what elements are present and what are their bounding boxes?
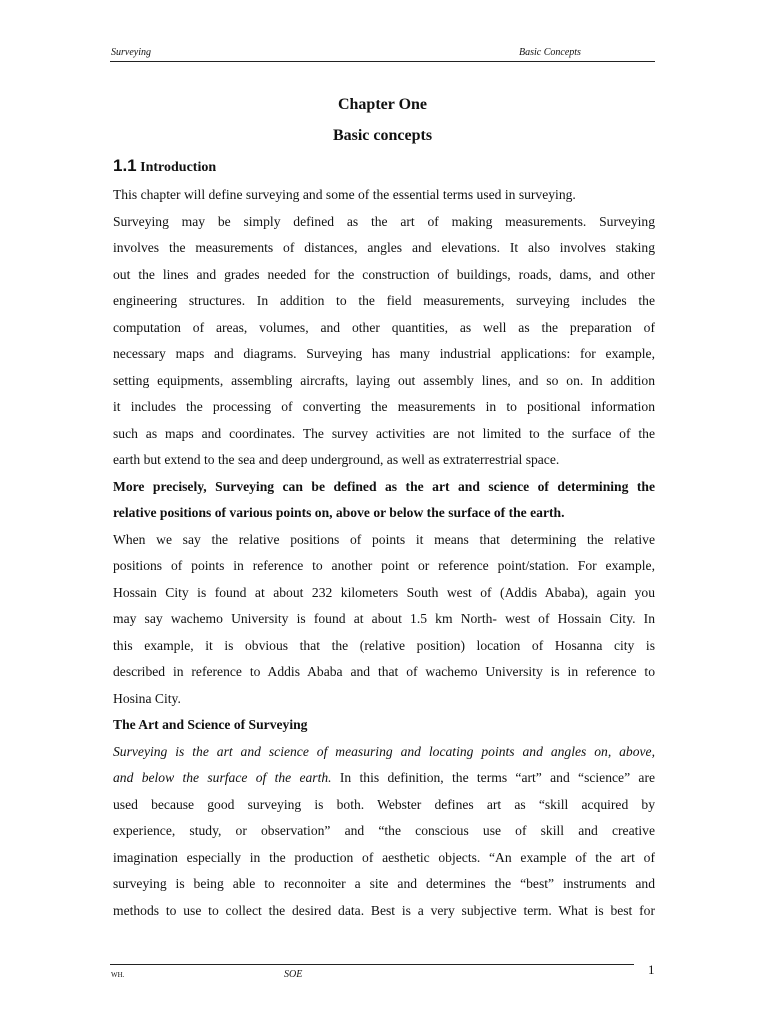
- body-line: and below the surface of the earth. In this definition, the terms “art” and “science” are: [113, 770, 655, 785]
- header-right: Basic Concepts: [519, 47, 581, 58]
- body-line: such as maps and coordinates. The survey activities are not limited to the surface of the: [113, 425, 655, 441]
- body-line: computation of areas, volumes, and other quantities, as well as the preparation of: [113, 319, 655, 335]
- body-line: When we say the relative positions of points it means that determining the relative: [113, 531, 655, 547]
- body-line: relative positions of various points on, above or below the surface of the earth.: [113, 505, 565, 520]
- page-header: [110, 47, 655, 62]
- body-line: Hossain City is found at about 232 kilometers South west of (Addis Ababa), again you: [113, 584, 655, 600]
- body-line: The Art and Science of Surveying: [113, 717, 308, 732]
- body-line: setting equipments, assembling aircrafts, laying out assembly lines, and so on. In addition: [113, 372, 655, 388]
- body-line: positions of points in reference to another point or reference point/station. For example,: [113, 558, 655, 573]
- body-line: This chapter will define surveying and some of the essential terms used in surveying.: [113, 187, 576, 202]
- footer-school: SOE: [284, 969, 303, 980]
- body-line: used because good surveying is both. Webster defines art as “skill acquired by: [113, 796, 655, 812]
- page-footer: [110, 964, 634, 979]
- body-line: More precisely, Surveying can be defined as the art and science of determining the: [113, 478, 655, 494]
- body-line: methods to use to collect the desired data. Best is a very subjective term. What is best for: [113, 902, 655, 918]
- body-line: engineering structures. In addition to the field measurements, surveying includes the: [113, 293, 655, 308]
- body-line: out the lines and grades needed for the construction of buildings, roads, dams, and other: [113, 266, 655, 282]
- header-left: Surveying: [111, 47, 151, 58]
- body-line: Surveying may be simply defined as the art of making measurements. Surveying: [113, 213, 655, 229]
- body-line: experience, study, or observation” and “the conscious use of skill and creative: [113, 823, 655, 838]
- footer-author: WH.: [111, 971, 125, 979]
- section-title: Introduction: [140, 160, 217, 175]
- body-line: it includes the processing of converting the measurements in to positional information: [113, 399, 655, 414]
- body-line: imagination especially in the production of aesthetic objects. “An example of the art of: [113, 849, 655, 865]
- body-line: necessary maps and diagrams. Surveying has many industrial applications: for example,: [113, 346, 655, 361]
- body-line: surveying is being able to reconnoiter a site and determines the “best” instruments and: [113, 876, 655, 891]
- section-number: 1.1: [113, 156, 137, 175]
- page-number: 1: [648, 962, 655, 977]
- chapter-subtitle: Basic concepts: [332, 127, 433, 144]
- body-line: described in reference to Addis Ababa and that of wachemo University is in reference to: [113, 664, 655, 679]
- body-line-italic: and below the surface of the earth.: [113, 770, 332, 785]
- body-line: Hosina City.: [113, 690, 181, 706]
- section-heading: [113, 156, 216, 178]
- body-line: this example, it is obvious that the (relative position) location of Hosanna city is: [113, 637, 655, 653]
- body-line: earth but extend to the sea and deep underground, as well as extraterrestrial space.: [113, 452, 560, 467]
- chapter-title: Chapter One: [337, 96, 428, 113]
- body-line: Surveying is the art and science of measuring and locating points and angles on, above,: [113, 743, 655, 759]
- body-line: involves the measurements of distances, angles and elevations. It also involves staking: [113, 240, 655, 255]
- body-line: may say wachemo University is found at about 1.5 km North- west of Hossain City. In: [113, 611, 655, 626]
